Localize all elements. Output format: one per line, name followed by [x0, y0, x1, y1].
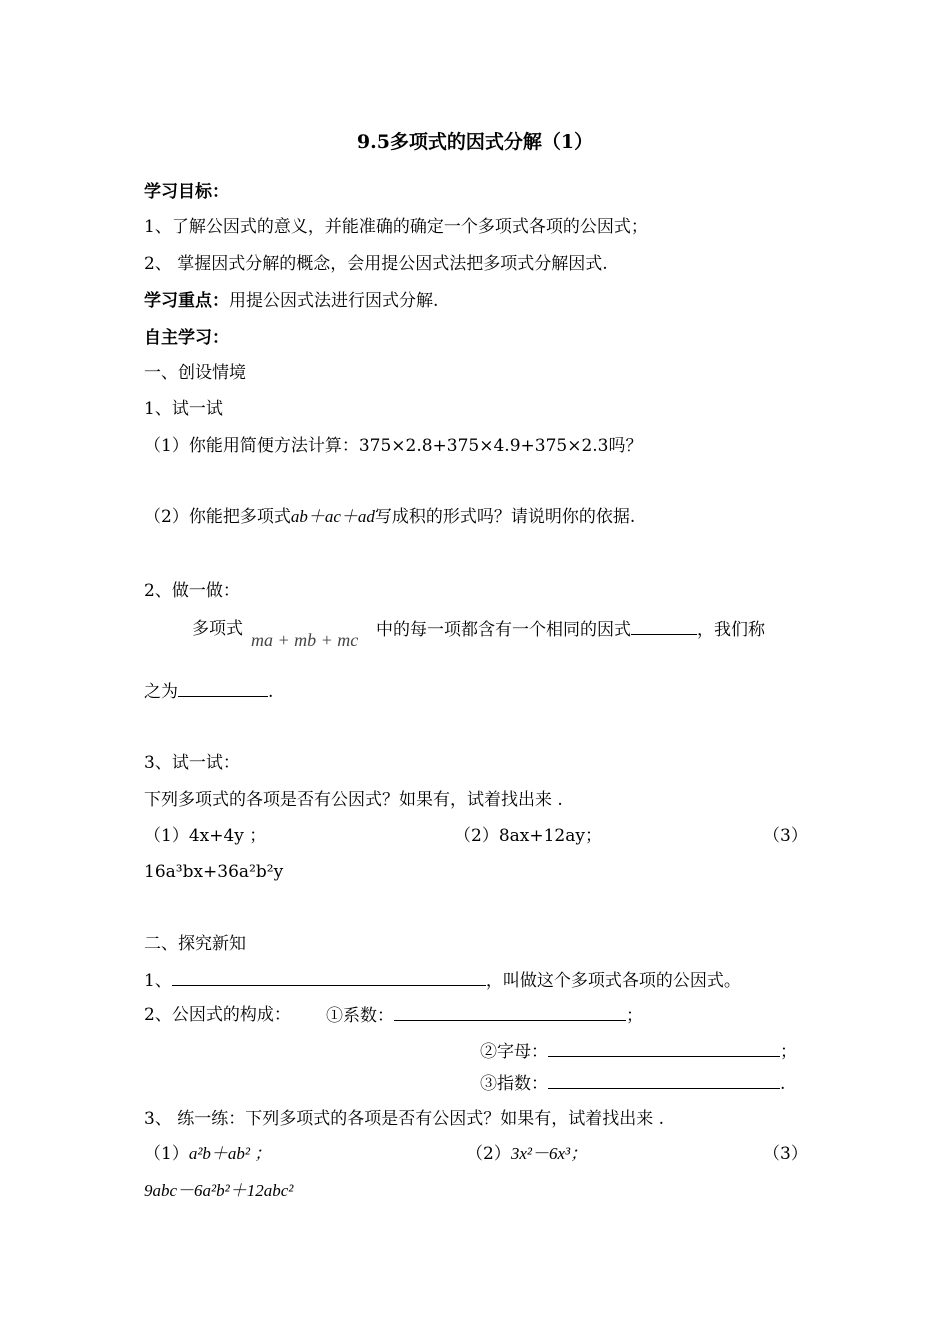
do-tail: ，我们称	[697, 620, 765, 640]
do-heading: 2、做一做：	[144, 581, 240, 601]
practice-2-label: （2）	[466, 1144, 511, 1164]
focus-heading: 学习重点：	[144, 291, 229, 311]
try-3-problem-2: （2）8ax+12ay；	[454, 826, 602, 846]
focus-line	[144, 290, 438, 312]
letter-end: ；	[780, 1042, 797, 1062]
coefficient-label: ①系数：	[326, 1006, 394, 1026]
practice-problem-2	[466, 1143, 587, 1165]
page-title: 9.5多项式的因式分解（1）	[356, 131, 594, 153]
explore-item-2-prefix: 2、公因式的构成：	[144, 1005, 291, 1025]
do-prefix: 多项式	[192, 619, 243, 639]
try-3-problem-3-expr: 16a³bx+36a²b²y	[144, 862, 284, 882]
question-2-suffix: 写成积的形式吗？请说明你的依据.	[374, 507, 636, 527]
try-3-problem-3-label: （3）	[763, 826, 808, 846]
coefficient-blank[interactable]	[394, 1004, 626, 1021]
exponent-line	[480, 1072, 785, 1095]
explore-item-1-suffix: ，叫做这个多项式各项的公因式。	[485, 971, 741, 991]
coefficient-line	[326, 1004, 643, 1027]
definition-blank[interactable]	[172, 969, 486, 986]
do-suffix	[376, 618, 765, 641]
practice-problem-1	[144, 1143, 271, 1165]
practice-2-expr: 3x²－6x³；	[510, 1144, 588, 1163]
exponent-blank[interactable]	[548, 1072, 780, 1089]
try-1-heading: 1、试一试	[144, 399, 223, 419]
exponent-label: ③指数：	[480, 1074, 548, 1094]
practice-1-label: （1）	[144, 1144, 189, 1164]
try-3-heading: 3、试一试：	[144, 753, 240, 773]
objectives-heading: 学习目标：	[144, 182, 229, 202]
question-1: （1）你能用简便方法计算：375×2.8+375×4.9+375×2.3吗？	[144, 436, 643, 456]
do-math: ma + mb + mc	[251, 630, 359, 650]
practice-problem-3-expr: 9abc－6a²b²＋12abc²	[144, 1181, 294, 1200]
practice-1-expr: a²b＋ab² ；	[188, 1144, 272, 1163]
section-1-heading: 一、创设情境	[144, 363, 246, 383]
question-2-math: ab＋ac＋ad	[290, 507, 375, 526]
do-line-2	[144, 680, 273, 703]
exponent-end: .	[780, 1074, 786, 1094]
try-3-text: 下列多项式的各项是否有公因式？如果有，试着找出来 .	[144, 790, 563, 810]
common-factor-blank[interactable]	[631, 618, 697, 635]
explore-item-1	[144, 969, 741, 992]
try-3-problem-1: （1）4x+4y ；	[144, 826, 267, 846]
explore-item-3: 3、 练一练：下列多项式的各项是否有公因式？如果有，试着找出来 .	[144, 1109, 665, 1129]
focus-text: 用提公因式法进行因式分解.	[229, 291, 439, 311]
objective-item-2: 2、 掌握因式分解的概念，会用提公因式法把多项式分解因式.	[144, 254, 608, 274]
letter-line	[480, 1040, 797, 1063]
objective-item-1: 1、了解公因式的意义，并能准确的确定一个多项式各项的公因式；	[144, 217, 648, 237]
coefficient-end: ；	[626, 1006, 643, 1026]
explore-item-1-prefix: 1、	[144, 971, 172, 991]
question-2-prefix: （2）你能把多项式	[144, 507, 291, 527]
explore-heading: 二、探究新知	[144, 934, 246, 954]
question-2	[144, 506, 635, 528]
letter-label: ②字母：	[480, 1042, 548, 1062]
practice-problem-3-label: （3）	[763, 1144, 808, 1164]
self-study-heading: 自主学习：	[144, 328, 229, 348]
do-line-2-text: 之为	[144, 682, 178, 702]
do-suffix-text: 中的每一项都含有一个相同的因式	[376, 620, 631, 640]
do-line-2-end: .	[268, 682, 274, 702]
letter-blank[interactable]	[548, 1040, 780, 1057]
common-factor-name-blank[interactable]	[178, 680, 268, 697]
